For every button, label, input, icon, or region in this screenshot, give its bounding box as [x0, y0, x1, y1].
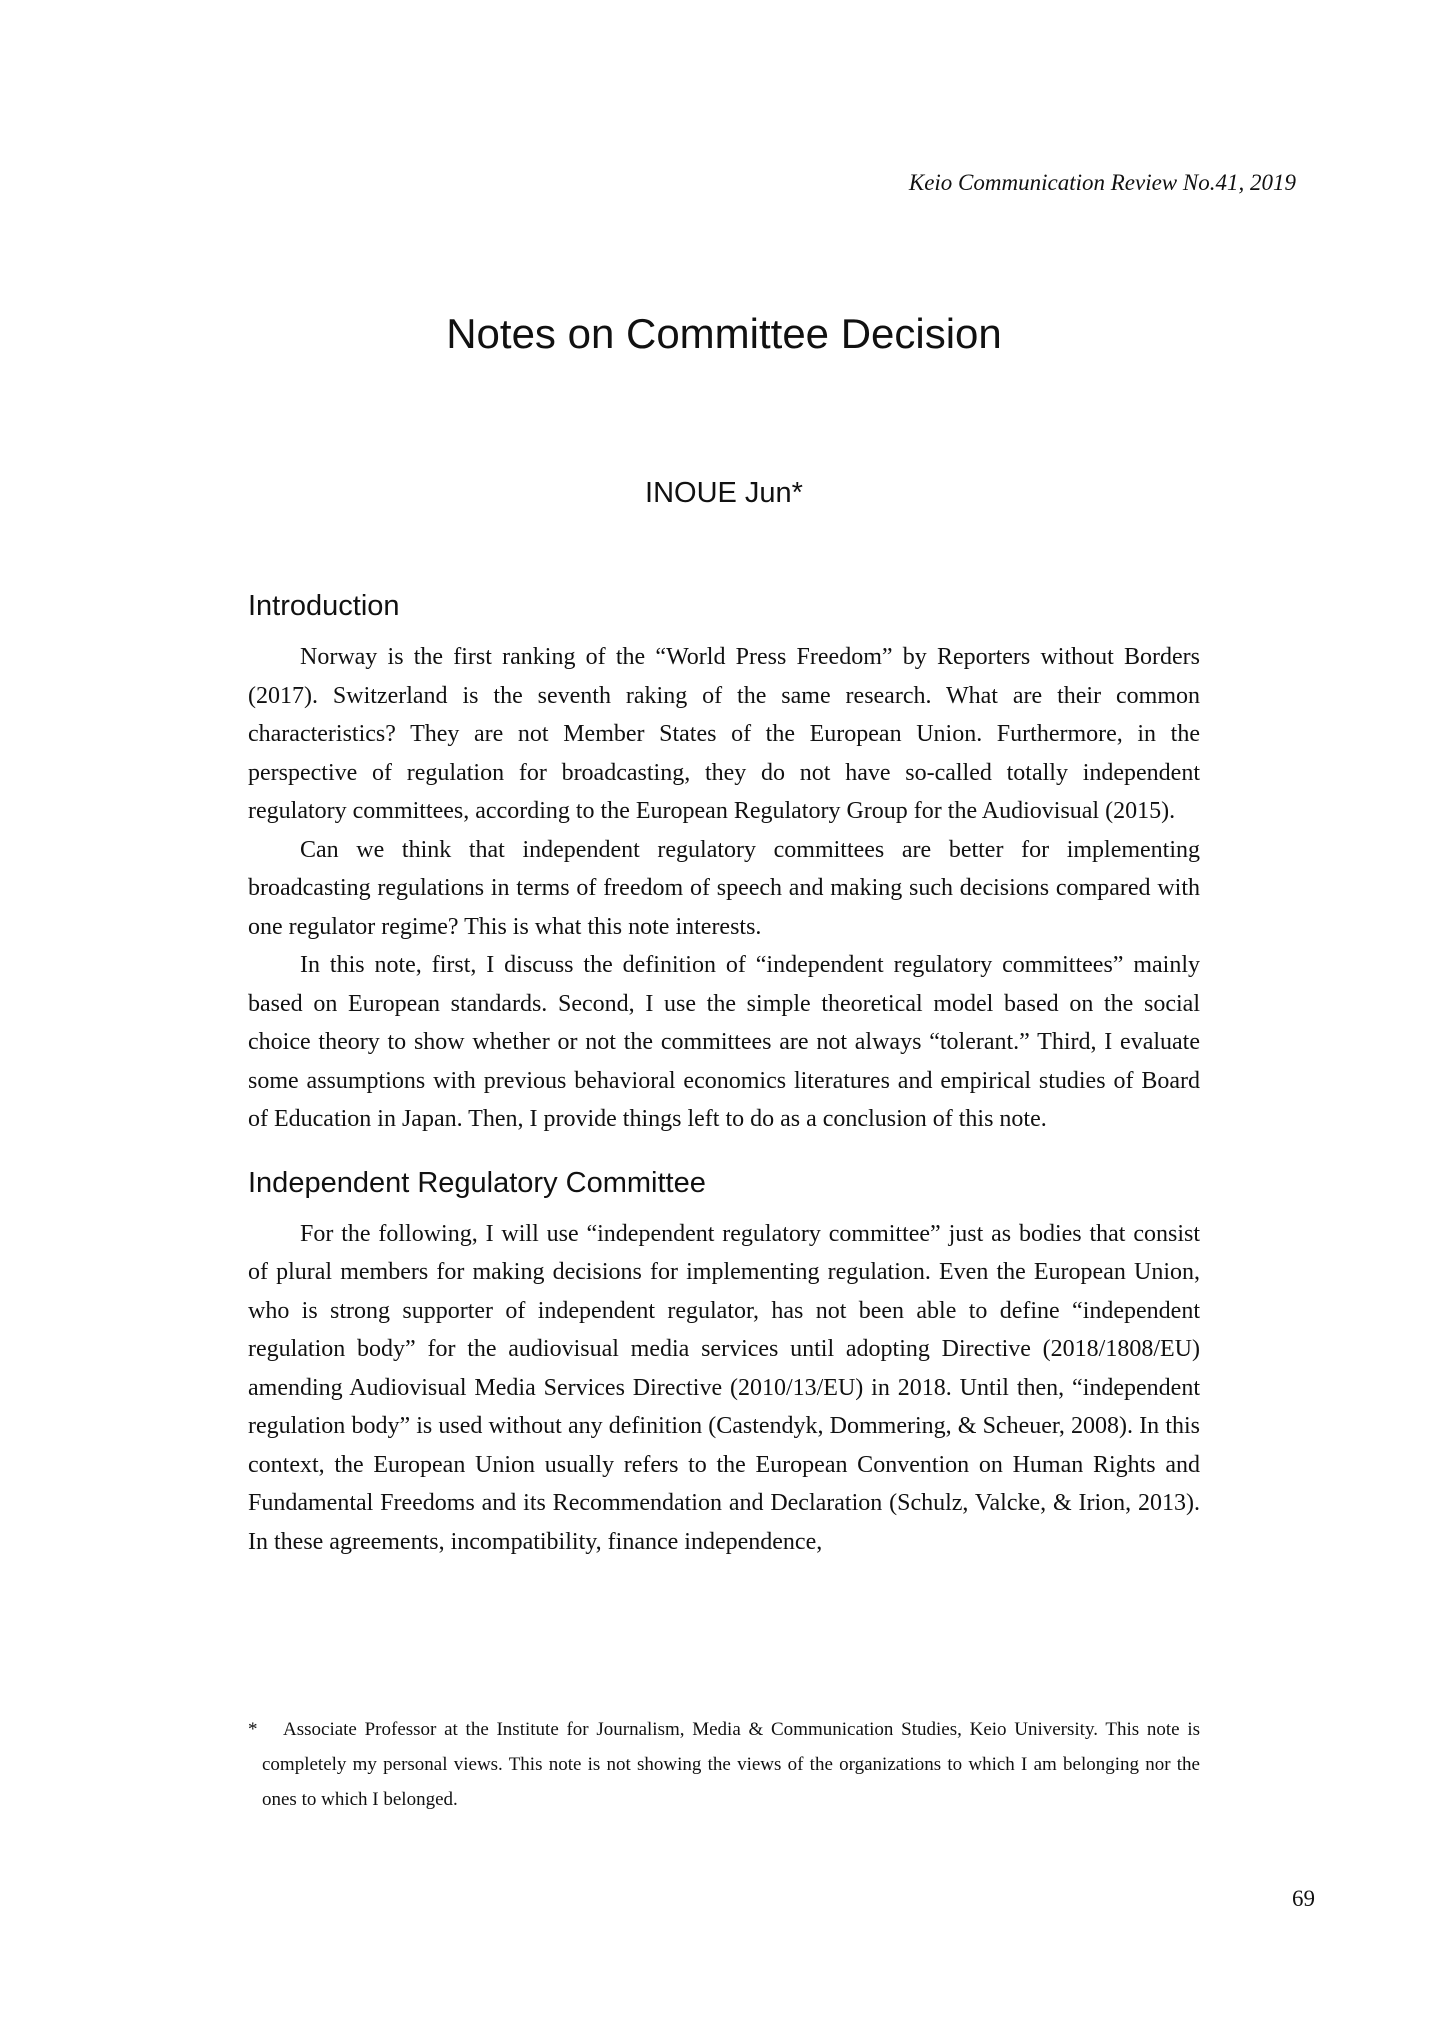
paragraph: In this note, first, I discuss the definition of “independent regulatory committees” mainly based on European standards. Second, I use the simple theoretical model based on the social choice theory to show whether or not the committees are not always “tolerant.” Third, I evaluate some assumptions with previous behavioral economics literatures and empirical studies of Board of Education in Japan. Then, I provide things left to do as a conclusion of this note.	[248, 952, 1200, 1132]
running-header: Keio Communication Review No.41, 2019	[908, 170, 1296, 195]
footnote-marker: *	[248, 1719, 258, 1740]
paragraph: Norway is the first ranking of the “World Press Freedom” by Reporters without Borders (2017). Switzerland is the seventh raking of the same research. What are their common characteristics? They are not Member States of the European Union. Furthermore, in the perspective of regulation for broadcasting, they do not have so-called totally independent regulatory committees, according to the European Regulatory Group for the Audiovisual (2015).	[248, 644, 1200, 824]
paragraph: For the following, I will use “independent regulatory committee” just as bodies that consist of plural members for making decisions for implementing regulation. Even the European Union, who is strong supporter of independent regulator, has not been able to define “independent regulation body” for the audiovisual media services until adopting Directive (2018/1808/EU) amending Audiovisual Media Services Directive (2010/13/EU) in 2018. Until then, “independent regulation body” is used without any definition (Castendyk, Dommering, & Scheuer, 2008). In this context, the European Union usually refers to the European Convention on Human Rights and Fundamental Freedoms and its Recommendation and Declaration (Schulz, Valcke, & Irion, 2013). In these agreements, incompatibility, finance independence,	[248, 1220, 1200, 1555]
section-heading-introduction: Introduction	[248, 590, 400, 622]
section-heading-independent-regulatory-committee: Independent Regulatory Committee	[248, 1166, 706, 1199]
footnote-text: Associate Professor at the Institute for Journalism, Media & Communication Studies, Keio University. This note is completely my personal views. This note is not showing the views of the organizations to which I am belonging nor the ones to which I belonged.	[262, 1719, 1200, 1810]
author-name: INOUE Jun*	[645, 477, 803, 509]
page-number: 69	[1292, 1886, 1315, 1911]
paragraph: Can we think that independent regulatory committees are better for implementing broadcasting regulations in terms of freedom of speech and making such decisions compared with one regulator regime? This is what this note interests.	[248, 836, 1200, 940]
article-title: Notes on Committee Decision	[446, 310, 1002, 357]
footnote	[248, 1712, 1200, 1817]
article-body	[248, 588, 1200, 1561]
